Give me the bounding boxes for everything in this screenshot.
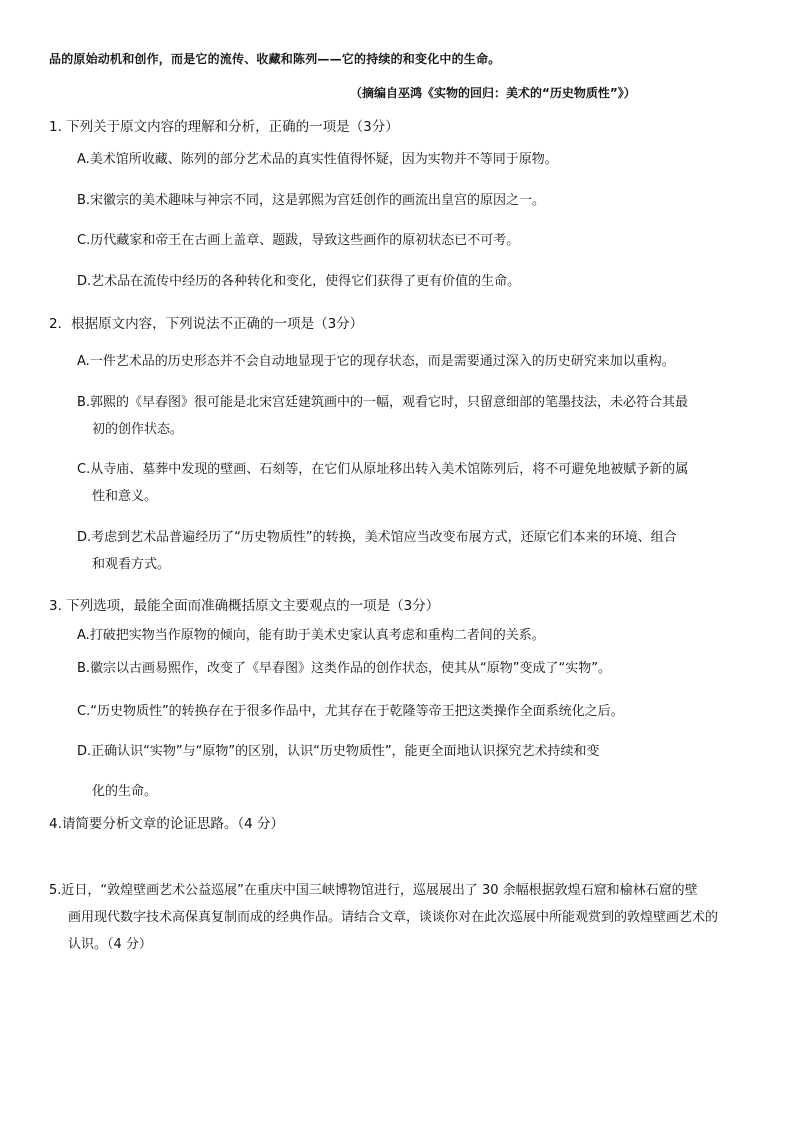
question-2-option-a[interactable]: A.一件艺术品的历史形态并不会自动地显现于它的现存状态，而是需要通过深入的历史研究来加以重构。	[77, 354, 675, 369]
question-1-title: 1. 下列关于原文内容的理解和分析，正确的一项是（3分）	[49, 119, 399, 135]
passage-source-citation: （摘编自巫鸿《实物的回归：美术的“历史物质性”》）	[350, 86, 636, 100]
question-2-option-b-line-1[interactable]: B.郭熙的《早春图》很可能是北宋宫廷建筑画中的一幅，观看它时，只留意细部的笔墨技法，未必符合其最	[77, 395, 689, 410]
question-5-line-2: 画用现代数字技术高保真复制而成的经典作品。请结合文章，谈谈你对在此次巡展中所能观赏到的敦煌壁画艺术的	[68, 910, 719, 925]
question-3-option-c[interactable]: C.“历史物质性”的转换存在于很多作品中，尤其存在于乾隆等帝王把这类操作全面系统化之后。	[77, 704, 624, 719]
question-2-option-b-line-2[interactable]: 初的创作状态。	[92, 422, 184, 437]
question-2-option-c-line-2[interactable]: 性和意义。	[92, 489, 158, 504]
question-1-option-c[interactable]: C.历代藏家和帝王在古画上盖章、题跋，导致这些画作的原初状态已不可考。	[77, 233, 520, 248]
question-3-option-b[interactable]: B.徽宗以古画易熙作，改变了《早春图》这类作品的创作状态，使其从“原物”变成了“实物”。	[77, 661, 611, 676]
question-3-option-a[interactable]: A.打破把实物当作原物的倾向，能有助于美术史家认真考虑和重构二者间的关系。	[77, 628, 545, 643]
question-5-line-1: 5.近日，“敦煌壁画艺术公益巡展”在重庆中国三峡博物馆进行，巡展展出了 30 余幅根据敦煌石窟和榆林石窟的壁	[49, 883, 698, 898]
question-1-option-b[interactable]: B.宋徽宗的美术趣味与神宗不同，这是郭熙为宫廷创作的画流出皇宫的原因之一。	[77, 193, 546, 208]
question-2-option-d-line-2[interactable]: 和观看方式。	[92, 557, 171, 572]
question-3-option-d-line-2[interactable]: 化的生命。	[92, 784, 158, 799]
question-4-title: 4.请简要分析文章的论证思路。（4 分）	[49, 816, 285, 832]
question-2-title: 2．根据原文内容，下列说法不正确的一项是（3分）	[49, 316, 364, 332]
question-3-option-d-line-1[interactable]: D.正确认识“实物”与“原物”的区别，认识“历史物质性”，能更全面地认识探究艺术持续和变	[77, 744, 600, 759]
question-2-option-c-line-1[interactable]: C.从寺庙、墓葬中发现的壁画、石刻等，在它们从原址移出转入美术馆陈列后，将不可避免地被赋予新的属	[77, 462, 689, 477]
question-1-option-d[interactable]: D.艺术品在流传中经历的各种转化和变化，使得它们获得了更有价值的生命。	[77, 274, 521, 289]
question-3-title: 3. 下列选项，最能全面而准确概括原文主要观点的一项是（3分）	[49, 598, 440, 614]
question-5-line-3: 认识。（4 分）	[68, 937, 152, 952]
question-1-option-a[interactable]: A.美术馆所收藏、陈列的部分艺术品的真实性值得怀疑，因为实物并不等同于原物。	[77, 152, 558, 167]
passage-ending-text: 品的原始动机和创作，而是它的流传、收藏和陈列——它的持续的和变化中的生命。	[49, 52, 501, 66]
question-2-option-d-line-1[interactable]: D.考虑到艺术品普遍经历了“历史物质性”的转换，美术馆应当改变布展方式，还原它们本来的环境、组合	[77, 530, 677, 545]
